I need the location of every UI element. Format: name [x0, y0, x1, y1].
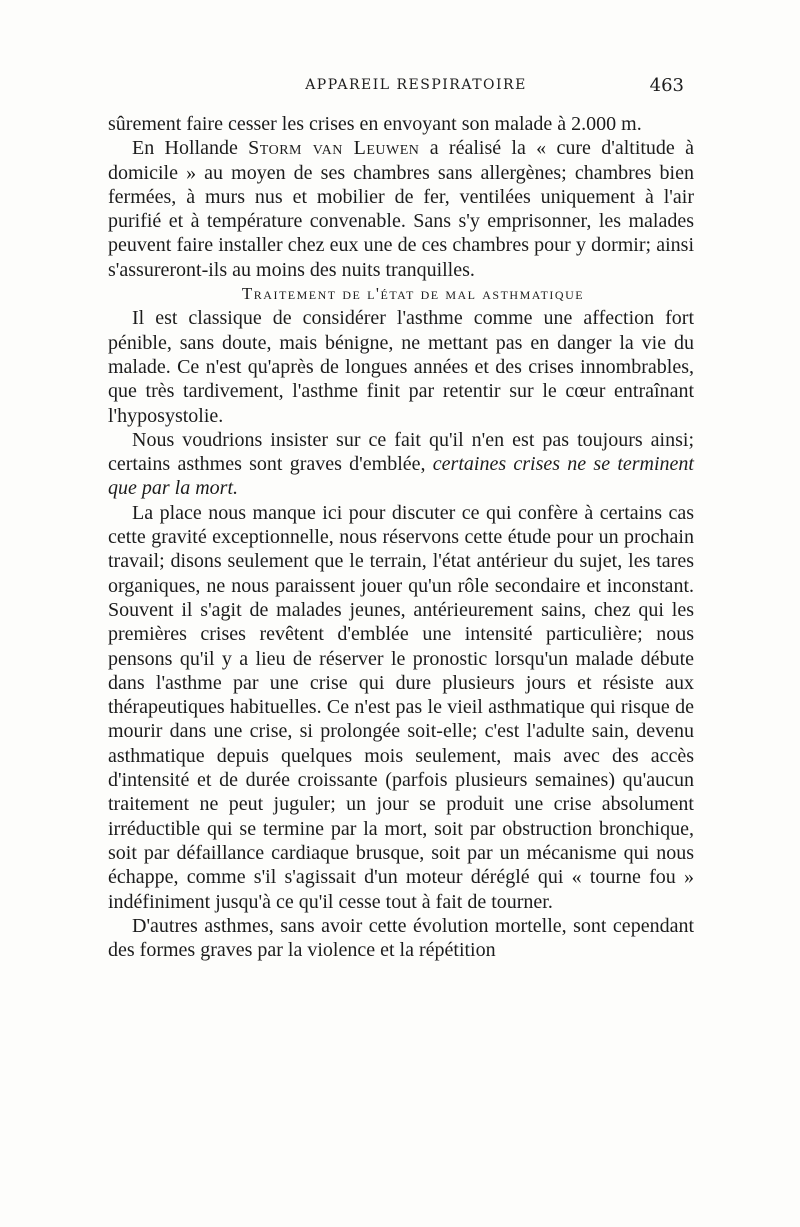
paragraph-text: En Hollande [132, 137, 249, 160]
running-title: APPAREIL RESPIRATOIRE [305, 77, 527, 93]
paragraph-text: La place nous manque ici pour discuter ce qui confère à certains cas cette gravité exceptionnelle, nous réservons cette étude pour un prochain travail; disons seulement que le terrain, l'état antérieur du sujet, les tares organiques, ne nous paraissent jouer qu'un rôle secondaire et inconstant. Souvent il s'agit de malades jeunes, antérieurement sains, chez qui les premières crises revêtent d'emblée une intensité particulière; nous pensons qu'il y a lieu de réserver le pronostic lorsqu'un malade débute dans l'asthme par une crise qui dure plusieurs jours et résiste aux thérapeutiques habituelles. Ce n'est pas le vieil asthmatique qui risque de mourir dans une crise, si prolongée soit-elle; c'est l'adulte sain, devenu asthmatique depuis quelques mois seulement, mais avec des accès d'intensité et de durée croissante (parfois plusieurs semaines) qu'aucun traitement ne peut juguler; un jour se produit une crise absolument irréductible qui se termine par la mort, soit par obstruction bronchique, soit par défaillance cardiaque brusque, soit par un mécanisme qui nous échappe, comme s'il s'agissait d'un moteur déréglé qui « tourne fou » indéfiniment jusqu'à ce qu'il cesse tout à fait de tourner. [108, 501, 694, 913]
author-name: Storm van Leuwen [248, 137, 420, 160]
paragraph-other-asthmas [108, 914, 694, 963]
paragraph-text: a réalisé la « cure d'altitude à domicile » au moyen de ses chambres sans allergènes; chambres bien fermées, à murs nus et mobilier de fer, ventilées uniquement à l'air purifié et à température convenable. Sans s'y emprisonner, les malades peuvent faire installer chez eux une de ces chambres pour y dormir; ainsi s'assureront-ils au moins des nuits tranquilles. [108, 137, 694, 281]
paragraph-continuation [108, 112, 694, 136]
body-text [108, 112, 694, 962]
paragraph-asthma-benign [108, 306, 694, 427]
paragraph-text: D'autres asthmes, sans avoir cette évolution mortelle, sont cependant des formes graves par la violence et la répétition [108, 914, 694, 962]
paragraph-text: sûrement faire cesser les crises en envoyant son malade à 2.000 m. [108, 113, 642, 135]
paragraph-severe-asthma [108, 428, 694, 501]
italic-emphasis: certaines crises ne se terminent que par la mort. [108, 453, 694, 500]
paragraph-exceptional-gravity [108, 501, 694, 914]
page-number: 463 [649, 75, 684, 96]
page-header [108, 77, 684, 101]
paragraph-text: Il est classique de considérer l'asthme comme une affection fort pénible, sans doute, mais bénigne, ne mettant pas en danger la vie du malade. Ce n'est qu'après de longues années et des crises innombrables, que très tardivement, l'asthme finit par retentir sur le cœur entraînant l'hyposystolie. [108, 307, 694, 427]
section-heading: Traitement de l'état de mal asthmatique [241, 284, 585, 304]
paragraph-storm-van-leuwen [108, 136, 694, 282]
paragraph-text: Nous voudrions insister sur ce fait qu'il n'en est pas toujours ainsi; certains asthmes sont graves d'emblée, [108, 428, 694, 476]
